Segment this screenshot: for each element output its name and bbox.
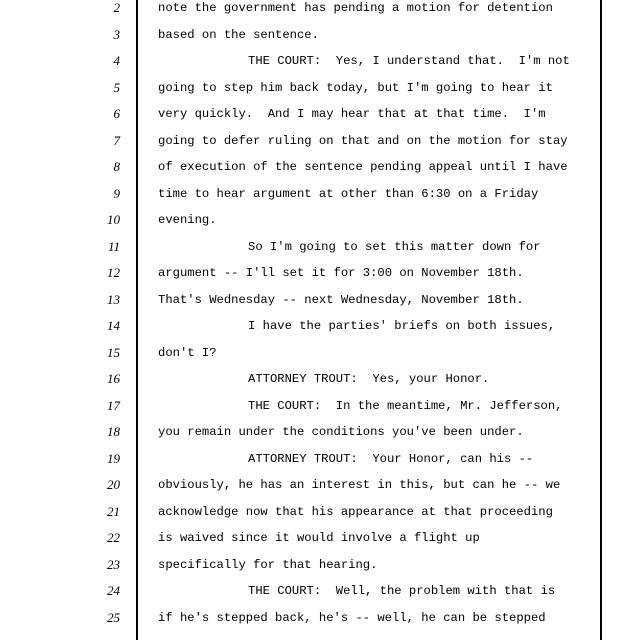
transcript-line (0, 212, 640, 239)
line-text: THE COURT: Yes, I understand that. I'm not (248, 54, 570, 68)
line-number: 7 (113, 132, 120, 148)
transcript-line (0, 451, 640, 478)
line-text: THE COURT: Well, the problem with that is (248, 584, 556, 598)
line-text: don't I? (158, 345, 217, 360)
transcript-line (0, 0, 640, 27)
line-text: evening. (158, 213, 217, 227)
line-text: specifically for that hearing. (158, 557, 378, 572)
line-number: 22 (107, 530, 120, 545)
transcript-line (0, 477, 640, 504)
line-number: 13 (107, 291, 120, 307)
line-number: 19 (107, 450, 120, 466)
transcript-line (0, 239, 640, 266)
line-text: note the government has pending a motion for detention (158, 1, 553, 15)
transcript-line (0, 265, 640, 292)
line-number: 20 (107, 477, 120, 492)
line-number: 24 (107, 583, 120, 598)
line-number: 25 (107, 609, 120, 625)
line-number: 3 (113, 26, 120, 42)
transcript-line (0, 318, 640, 345)
line-text: you remain under the conditions you've been under. (158, 425, 524, 439)
line-number: 4 (113, 53, 120, 68)
line-text: based on the sentence. (158, 27, 319, 42)
transcript-line (0, 292, 640, 319)
line-text: going to step him back today, but I'm going to hear it (158, 80, 553, 95)
line-number: 2 (113, 0, 120, 15)
line-text: So I'm going to set this matter down for (248, 239, 541, 254)
transcript-line (0, 557, 640, 584)
transcript-line (0, 424, 640, 451)
line-number: 18 (107, 424, 120, 439)
line-number: 6 (113, 106, 120, 121)
transcript-line (0, 530, 640, 557)
transcript-line (0, 610, 640, 637)
line-number: 8 (113, 159, 120, 174)
line-text: very quickly. And I may hear that at that time. I'm (158, 107, 546, 121)
transcript-line (0, 159, 640, 186)
line-number: 21 (107, 503, 120, 519)
line-number: 11 (107, 238, 120, 254)
line-text: ATTORNEY TROUT: Your Honor, can his -- (248, 451, 534, 466)
line-number: 17 (107, 397, 120, 413)
line-text: time to hear argument at other than 6:30 on a Friday (158, 186, 539, 201)
transcript-line (0, 371, 640, 398)
line-number: 5 (113, 79, 120, 95)
line-text: acknowledge now that his appearance at that proceeding (158, 504, 553, 519)
line-text: is waived since it would involve a flight up (158, 531, 480, 545)
line-text: That's Wednesday -- next Wednesday, November 18th. (158, 292, 524, 307)
transcript-line (0, 133, 640, 160)
line-number: 12 (107, 265, 120, 280)
line-text: ATTORNEY TROUT: Yes, your Honor. (248, 372, 490, 386)
transcript-line (0, 106, 640, 133)
line-number: 9 (113, 185, 120, 201)
transcript-line (0, 80, 640, 107)
line-number: 14 (107, 318, 120, 333)
line-text: argument -- I'll set it for 3:00 on November 18th. (158, 266, 524, 280)
line-text: if he's stepped back, he's -- well, he can be stepped (158, 610, 546, 625)
line-number: 10 (107, 212, 120, 227)
line-text: of execution of the sentence pending appeal until I have (158, 160, 568, 174)
line-text: THE COURT: In the meantime, Mr. Jefferson, (248, 398, 563, 413)
transcript-line (0, 345, 640, 372)
line-text: obviously, he has an interest in this, but can he -- we (158, 478, 561, 492)
transcript-line (0, 186, 640, 213)
transcript-line (0, 53, 640, 80)
line-text: going to defer ruling on that and on the motion for stay (158, 133, 568, 148)
line-number: 16 (107, 371, 120, 386)
transcript-line (0, 583, 640, 610)
transcript-line (0, 398, 640, 425)
transcript-line (0, 27, 640, 54)
line-number: 15 (107, 344, 120, 360)
line-number: 23 (107, 556, 120, 572)
line-text: I have the parties' briefs on both issues, (248, 319, 556, 333)
transcript-line (0, 504, 640, 531)
